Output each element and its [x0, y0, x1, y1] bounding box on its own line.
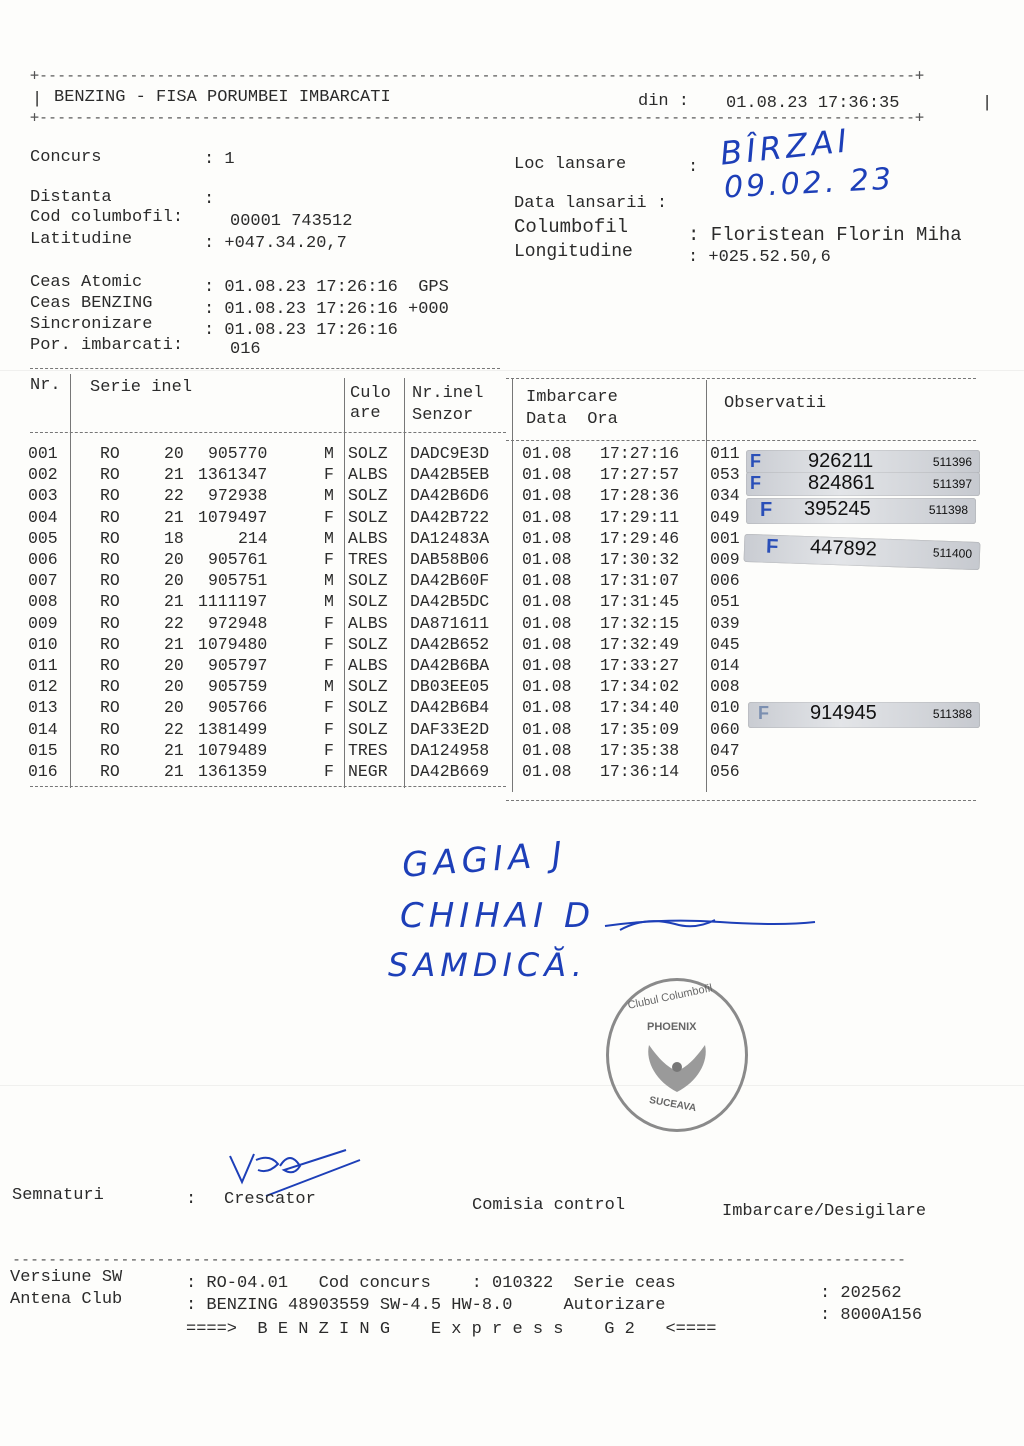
sticker-letter: F	[760, 499, 773, 521]
sticker-number: 914945	[810, 702, 877, 724]
row-nr: 001	[28, 444, 58, 463]
table-row	[28, 486, 748, 507]
row-color: SOLZ	[348, 571, 388, 591]
row-time: 17:27:57	[600, 465, 680, 485]
row-nr: 016	[28, 762, 58, 781]
stamp-bottom-text: SUCEAVA	[648, 1094, 698, 1115]
row-date: 01.08	[522, 592, 572, 612]
cod-columbofil-value: 00001 743512	[230, 212, 353, 231]
row-nr: 007	[28, 571, 58, 591]
sticker-5	[748, 702, 980, 728]
row-country: RO	[100, 507, 120, 527]
distanta-value: :	[204, 190, 215, 209]
table-row	[28, 762, 748, 783]
row-ring: 1381499	[198, 719, 268, 739]
row-date: 01.08	[522, 656, 572, 675]
table-row	[28, 614, 748, 635]
sticker-number: 447892	[809, 536, 878, 561]
row-time: 17:34:02	[600, 677, 680, 697]
cod-columbofil-label: Cod columbofil:	[30, 208, 184, 227]
antena-value: : BENZING 48903559 SW-4.5 HW-8.0 Autorizare	[186, 1296, 666, 1315]
data-lansarii-handwritten: 09.02. 23	[723, 161, 895, 206]
row-color: SOLZ	[348, 486, 388, 506]
row-country: RO	[100, 550, 120, 569]
row-time: 17:29:46	[600, 528, 680, 548]
page-title: BENZING - FISA PORUMBEI IMBARCATI	[54, 88, 391, 107]
row-color: SOLZ	[348, 444, 388, 463]
ceas-benzing-value: : 01.08.23 17:26:16 +000	[204, 300, 449, 319]
loc-lansare-label: Loc lansare	[514, 155, 627, 174]
row-sex: F	[324, 550, 334, 569]
sticker-letter: F	[750, 451, 761, 471]
sticker-serial: 511400	[932, 545, 973, 561]
row-nr: 002	[28, 465, 58, 485]
row-obs: 009	[710, 550, 740, 569]
row-time: 17:34:40	[600, 698, 680, 718]
row-sex: M	[324, 486, 334, 506]
latitudine-label: Latitudine	[30, 230, 133, 249]
row-sex: M	[324, 528, 334, 548]
row-sex: F	[324, 465, 334, 485]
row-color: ALBS	[348, 613, 388, 633]
row-ring: 1079497	[198, 507, 268, 527]
th-nrinel-1: Nr.inel	[412, 384, 484, 403]
strike-line	[600, 908, 820, 938]
row-ring: 905751	[208, 571, 268, 591]
row-year: 20	[164, 656, 184, 675]
row-sensor: DA42B669	[410, 762, 490, 781]
semnaturi-colon: :	[186, 1190, 197, 1209]
row-time: 17:31:45	[600, 592, 680, 612]
row-obs: 039	[710, 613, 740, 633]
table-row	[28, 444, 748, 465]
phoenix-icon	[637, 1037, 717, 1097]
row-ring: 1079480	[198, 634, 268, 654]
row-nr: 009	[28, 613, 58, 633]
row-sex: F	[324, 656, 334, 675]
row-obs: 047	[710, 740, 740, 760]
longitudine-label: Longitudine	[514, 242, 633, 262]
row-sensor: DA42B5EB	[410, 465, 490, 485]
row-ring: 905797	[208, 656, 268, 675]
row-obs: 011	[710, 444, 740, 463]
row-ring: 214	[238, 528, 268, 548]
row-nr: 005	[28, 528, 58, 548]
th-culo-2: are	[350, 404, 381, 423]
sticker-letter: F	[758, 703, 769, 723]
latitudine-value: : +047.34.20,7	[204, 234, 347, 253]
row-nr: 012	[28, 677, 58, 697]
semnaturi-label: Semnaturi	[12, 1186, 104, 1205]
table-row	[28, 635, 748, 656]
row-color: SOLZ	[348, 698, 388, 718]
row-color: SOLZ	[348, 677, 388, 697]
row-nr: 015	[28, 740, 58, 760]
row-nr: 006	[28, 550, 58, 569]
versiune-label: Versiune SW	[10, 1268, 123, 1287]
table-row	[28, 720, 748, 741]
sticker-serial: 511388	[932, 707, 972, 721]
row-sex: M	[324, 592, 334, 612]
row-year: 22	[164, 719, 184, 739]
row-year: 18	[164, 528, 184, 548]
sticker-serial: 511396	[932, 455, 972, 469]
row-date: 01.08	[522, 740, 572, 760]
row-date: 01.08	[522, 444, 572, 463]
loc-lansare-handwritten: BÎRZAI	[718, 121, 853, 173]
row-obs: 001	[710, 528, 740, 548]
row-sensor: DA124958	[410, 740, 490, 760]
row-color: SOLZ	[348, 634, 388, 654]
row-obs: 014	[710, 656, 740, 675]
row-obs: 045	[710, 634, 740, 654]
footer-rule: ---------------------------------------------------------------------------------------------------	[12, 1250, 907, 1268]
row-country: RO	[100, 698, 120, 718]
stamp-center-text: PHOENIX	[647, 1021, 697, 1033]
row-year: 21	[164, 592, 184, 612]
ceas-benzing-label: Ceas BENZING	[30, 294, 153, 313]
row-year: 22	[164, 613, 184, 633]
versiune-value: : RO-04.01 Cod concurs : 010322 Serie ceas	[186, 1274, 676, 1293]
table-row	[28, 592, 748, 613]
table-row	[28, 656, 748, 677]
row-ring: 1361347	[198, 465, 268, 485]
th-serie: Serie inel	[90, 378, 193, 397]
row-sensor: DA871611	[410, 613, 490, 633]
row-year: 20	[164, 571, 184, 591]
concurs-label: Concurs	[30, 148, 102, 167]
sticker-4	[744, 534, 981, 570]
row-ring: 1079489	[198, 740, 268, 760]
row-color: SOLZ	[348, 592, 388, 612]
row-nr: 011	[28, 656, 58, 675]
table-top-rule-right	[506, 378, 976, 379]
row-obs: 056	[710, 762, 740, 781]
row-color: TRES	[348, 740, 388, 760]
distanta-label: Distanta	[30, 188, 112, 207]
row-obs: 006	[710, 571, 740, 591]
row-obs: 008	[710, 677, 740, 697]
row-year: 21	[164, 465, 184, 485]
row-color: SOLZ	[348, 507, 388, 527]
table-row	[28, 529, 748, 550]
table-row	[28, 571, 748, 592]
row-time: 17:28:36	[600, 486, 680, 506]
sticker-serial: 511397	[932, 477, 972, 491]
sticker-serial: 511398	[928, 503, 968, 517]
row-ring: 905766	[208, 698, 268, 718]
row-time: 17:33:27	[600, 656, 680, 675]
row-nr: 014	[28, 719, 58, 739]
row-sex: F	[324, 762, 334, 781]
row-country: RO	[100, 486, 120, 506]
concurs-value: : 1	[204, 150, 235, 169]
handwritten-name-2: CHIHAI D	[400, 896, 596, 936]
handwritten-name-3: SAMDICĂ.	[388, 946, 587, 984]
th-imbarcare-1: Imbarcare	[526, 388, 618, 407]
row-sensor: DAB58B06	[410, 550, 490, 569]
row-year: 21	[164, 634, 184, 654]
row-sensor: DA42B6D6	[410, 486, 490, 506]
row-country: RO	[100, 613, 120, 633]
sticker-3	[746, 498, 976, 524]
row-ring: 905759	[208, 677, 268, 697]
row-country: RO	[100, 444, 120, 463]
row-color: ALBS	[348, 465, 388, 485]
row-date: 01.08	[522, 528, 572, 548]
row-date: 01.08	[522, 486, 572, 506]
table-row	[28, 465, 748, 486]
row-nr: 010	[28, 634, 58, 654]
row-country: RO	[100, 634, 120, 654]
row-obs: 034	[710, 486, 740, 506]
row-country: RO	[100, 592, 120, 612]
row-sensor: DA42B652	[410, 634, 490, 654]
row-country: RO	[100, 677, 120, 697]
row-sensor: DAF33E2D	[410, 719, 490, 739]
table-header-rule-right	[506, 440, 976, 441]
sincronizare-value: : 01.08.23 17:26:16	[204, 321, 398, 340]
sincronizare-label: Sincronizare	[30, 315, 153, 334]
row-year: 20	[164, 677, 184, 697]
row-color: ALBS	[348, 656, 388, 675]
table-row	[28, 741, 748, 762]
row-ring: 972948	[208, 613, 268, 633]
sticker-1	[746, 450, 980, 474]
row-sex: F	[324, 719, 334, 739]
row-time: 17:29:11	[600, 507, 680, 527]
row-sex: M	[324, 677, 334, 697]
row-sensor: DA42B60F	[410, 571, 490, 591]
table-row	[28, 508, 748, 529]
header-left-bar: |	[32, 90, 43, 109]
row-date: 01.08	[522, 507, 572, 527]
table-header-rule	[30, 432, 506, 433]
row-country: RO	[100, 719, 120, 739]
ceas-atomic-value: : 01.08.23 17:26:16 GPS	[204, 278, 449, 297]
sticker-number: 926211	[808, 450, 874, 472]
row-date: 01.08	[522, 698, 572, 718]
row-obs: 060	[710, 719, 740, 739]
row-sensor: DA12483A	[410, 528, 490, 548]
row-country: RO	[100, 571, 120, 591]
row-country: RO	[100, 762, 120, 781]
comisia-label: Comisia control	[472, 1196, 626, 1215]
row-date: 01.08	[522, 571, 572, 591]
row-obs: 010	[710, 698, 740, 718]
columbofil-label: Columbofil	[514, 216, 629, 238]
header-right-bar: |	[982, 94, 993, 113]
row-year: 20	[164, 550, 184, 569]
row-sex: F	[324, 698, 334, 718]
row-time: 17:32:15	[600, 613, 680, 633]
row-country: RO	[100, 656, 120, 675]
row-nr: 013	[28, 698, 58, 718]
row-ring: 905761	[208, 550, 268, 569]
sticker-letter: F	[750, 473, 761, 493]
row-year: 21	[164, 507, 184, 527]
row-color: TRES	[348, 550, 388, 569]
row-time: 17:32:49	[600, 634, 680, 654]
header-border-bottom: +-------------------------------------------------------------------------------------------------+	[30, 108, 925, 126]
row-year: 21	[164, 762, 184, 781]
row-country: RO	[100, 528, 120, 548]
row-date: 01.08	[522, 550, 572, 569]
longitudine-value: : +025.52.50,6	[688, 248, 831, 267]
row-sex: F	[324, 613, 334, 633]
row-sex: F	[324, 634, 334, 654]
row-sensor: DB03EE05	[410, 677, 490, 697]
row-nr: 004	[28, 507, 58, 527]
row-obs: 049	[710, 507, 740, 527]
sticker-2	[746, 472, 980, 496]
ceas-atomic-label: Ceas Atomic	[30, 273, 143, 292]
row-year: 21	[164, 740, 184, 760]
row-date: 01.08	[522, 613, 572, 633]
row-obs: 053	[710, 465, 740, 485]
crescator-label: Crescator	[224, 1190, 316, 1209]
sticker-number: 824861	[808, 472, 875, 494]
row-year: 22	[164, 486, 184, 506]
row-sex: M	[324, 571, 334, 591]
row-date: 01.08	[522, 677, 572, 697]
imbarcare-desigilare-label: Imbarcare/Desigilare	[722, 1202, 927, 1221]
autorizare-value: : 8000A156	[820, 1306, 923, 1325]
table-bottom-rule	[30, 786, 506, 787]
din-value: 01.08.23 17:36:35	[726, 94, 900, 113]
por-imbarcati-label: Por. imbarcati:	[30, 336, 184, 355]
row-ring: 1361359	[198, 762, 268, 781]
row-ring: 1111197	[198, 592, 268, 612]
row-sex: M	[324, 444, 334, 463]
row-date: 01.08	[522, 719, 572, 739]
row-time: 17:36:14	[600, 762, 680, 781]
th-nr: Nr.	[30, 376, 61, 395]
row-date: 01.08	[522, 465, 572, 485]
th-imbarcare-2: Data Ora	[526, 410, 618, 429]
row-country: RO	[100, 740, 120, 760]
table-bottom-rule-right	[506, 800, 976, 801]
row-time: 17:35:38	[600, 740, 680, 760]
th-observatii: Observatii	[724, 394, 827, 413]
row-country: RO	[100, 465, 120, 485]
row-sensor: DA42B6BA	[410, 656, 490, 675]
data-lansarii-label: Data lansarii :	[514, 194, 668, 213]
row-sensor: DA42B6B4	[410, 698, 490, 718]
row-sensor: DA42B722	[410, 507, 490, 527]
th-nrinel-2: Senzor	[412, 406, 474, 425]
benzing-express-banner: ====> B E N Z I N G E x p r e s s G 2 <====	[186, 1320, 717, 1339]
club-stamp	[606, 978, 748, 1132]
row-ring: 972938	[208, 486, 268, 506]
row-color: NEGR	[348, 762, 388, 781]
row-sensor: DA42B5DC	[410, 592, 490, 612]
loc-lansare-colon: :	[688, 158, 699, 177]
sticker-number: 395245	[804, 498, 871, 520]
row-time: 17:35:09	[600, 719, 680, 739]
row-time: 17:30:32	[600, 550, 680, 569]
row-time: 17:27:16	[600, 444, 680, 463]
sticker-letter: F	[765, 535, 779, 559]
stamp-top-text: Clubul Columbofil	[626, 982, 714, 1012]
row-color: SOLZ	[348, 719, 388, 739]
table-row	[28, 698, 748, 719]
row-sex: F	[324, 507, 334, 527]
por-imbarcati-value: 016	[230, 340, 261, 359]
row-ring: 905770	[208, 444, 268, 463]
row-year: 20	[164, 444, 184, 463]
header-border-top: +-------------------------------------------------------------------------------------------------+	[30, 66, 925, 84]
row-time: 17:31:07	[600, 571, 680, 591]
row-obs: 051	[710, 592, 740, 612]
th-culo-1: Culo	[350, 384, 391, 403]
row-color: ALBS	[348, 528, 388, 548]
row-date: 01.08	[522, 762, 572, 781]
handwritten-name-1: GAGIA J	[400, 834, 569, 886]
row-sex: F	[324, 740, 334, 760]
row-nr: 008	[28, 592, 58, 612]
columbofil-value: : Floristean Florin Miha	[688, 224, 962, 246]
antena-label: Antena Club	[10, 1290, 123, 1309]
table-row	[28, 550, 748, 571]
row-nr: 003	[28, 486, 58, 506]
table-row	[28, 677, 748, 698]
row-year: 20	[164, 698, 184, 718]
din-label: din :	[638, 92, 690, 111]
table-top-rule	[30, 368, 500, 369]
row-date: 01.08	[522, 634, 572, 654]
serie-ceas-value: : 202562	[820, 1284, 902, 1303]
row-sensor: DADC9E3D	[410, 444, 490, 463]
